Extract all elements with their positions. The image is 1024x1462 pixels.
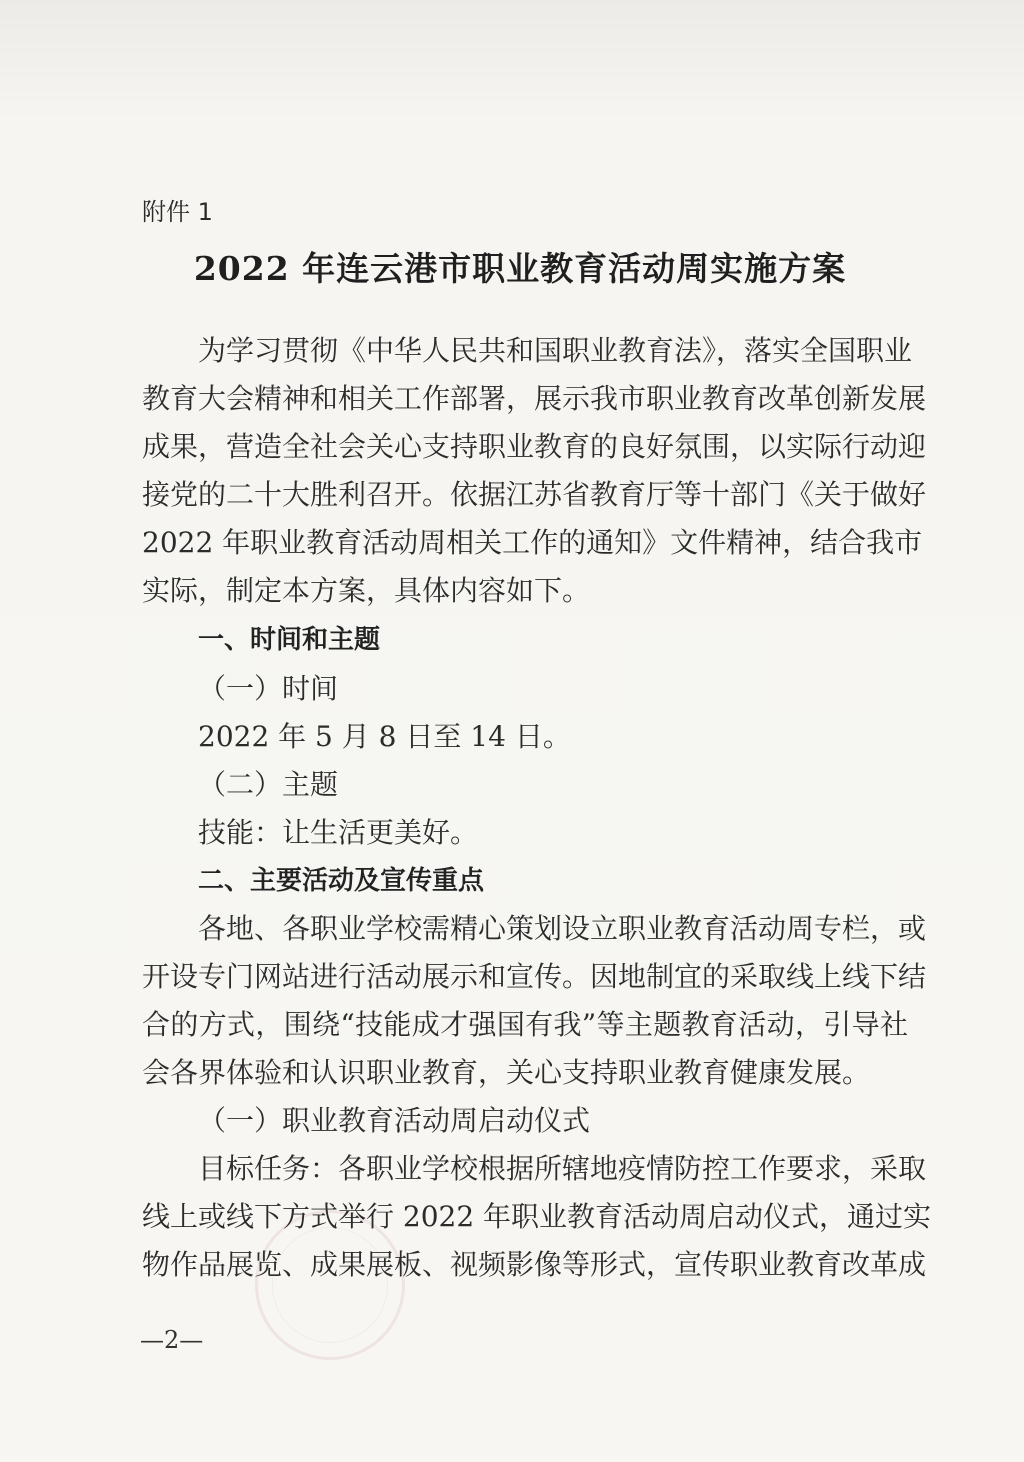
sub3-line-2: 线上或线下方式举行 2022 年职业教育活动周启动仪式，通过实 xyxy=(142,1200,932,1233)
sub2-heading: （二）主题 xyxy=(198,768,339,801)
sub3-line-1: 目标任务：各职业学校根据所辖地疫情防控工作要求，采取 xyxy=(198,1152,927,1185)
sub1-heading: （一）时间 xyxy=(198,672,339,705)
intro-line-4: 接党的二十大胜利召开。依据江苏省教育厅等十部门《关于做好 xyxy=(142,478,927,511)
section2-line-4: 会各界体验和认识职业教育，关心支持职业教育健康发展。 xyxy=(142,1056,871,1089)
sub3-line-3: 物作品展览、成果展板、视频影像等形式，宣传职业教育改革成 xyxy=(142,1248,927,1281)
intro-line-6: 实际，制定本方案，具体内容如下。 xyxy=(142,574,591,607)
attachment-label: 附件 1 xyxy=(142,198,213,226)
page-number: —2— xyxy=(140,1326,204,1354)
sub1-text: 2022 年 5 月 8 日至 14 日。 xyxy=(198,720,571,753)
section1-heading: 一、时间和主题 xyxy=(198,625,381,655)
section2-heading: 二、主要活动及宣传重点 xyxy=(198,866,485,896)
bleed-through-shadow xyxy=(210,120,850,210)
section2-line-3: 合的方式，围绕“技能成才强国有我”等主题教育活动，引导社 xyxy=(142,1008,908,1041)
document-title: 2022 年连云港市职业教育活动周实施方案 xyxy=(193,249,847,288)
section2-line-2: 开设专门网站进行活动展示和宣传。因地制宜的采取线上线下结 xyxy=(142,960,927,993)
intro-line-3: 成果，营造全社会关心支持职业教育的良好氛围，以实际行动迎 xyxy=(142,430,927,463)
intro-line-1: 为学习贯彻《中华人民共和国职业教育法》，落实全国职业 xyxy=(198,334,913,367)
section2-line-1: 各地、各职业学校需精心策划设立职业教育活动周专栏，或 xyxy=(198,912,927,945)
sub2-text: 技能：让生活更美好。 xyxy=(198,816,479,849)
intro-line-5: 2022 年职业教育活动周相关工作的通知》文件精神，结合我市 xyxy=(142,526,923,559)
intro-line-2: 教育大会精神和相关工作部署，展示我市职业教育改革创新发展 xyxy=(142,382,927,415)
sub3-heading: （一）职业教育活动周启动仪式 xyxy=(198,1104,591,1137)
